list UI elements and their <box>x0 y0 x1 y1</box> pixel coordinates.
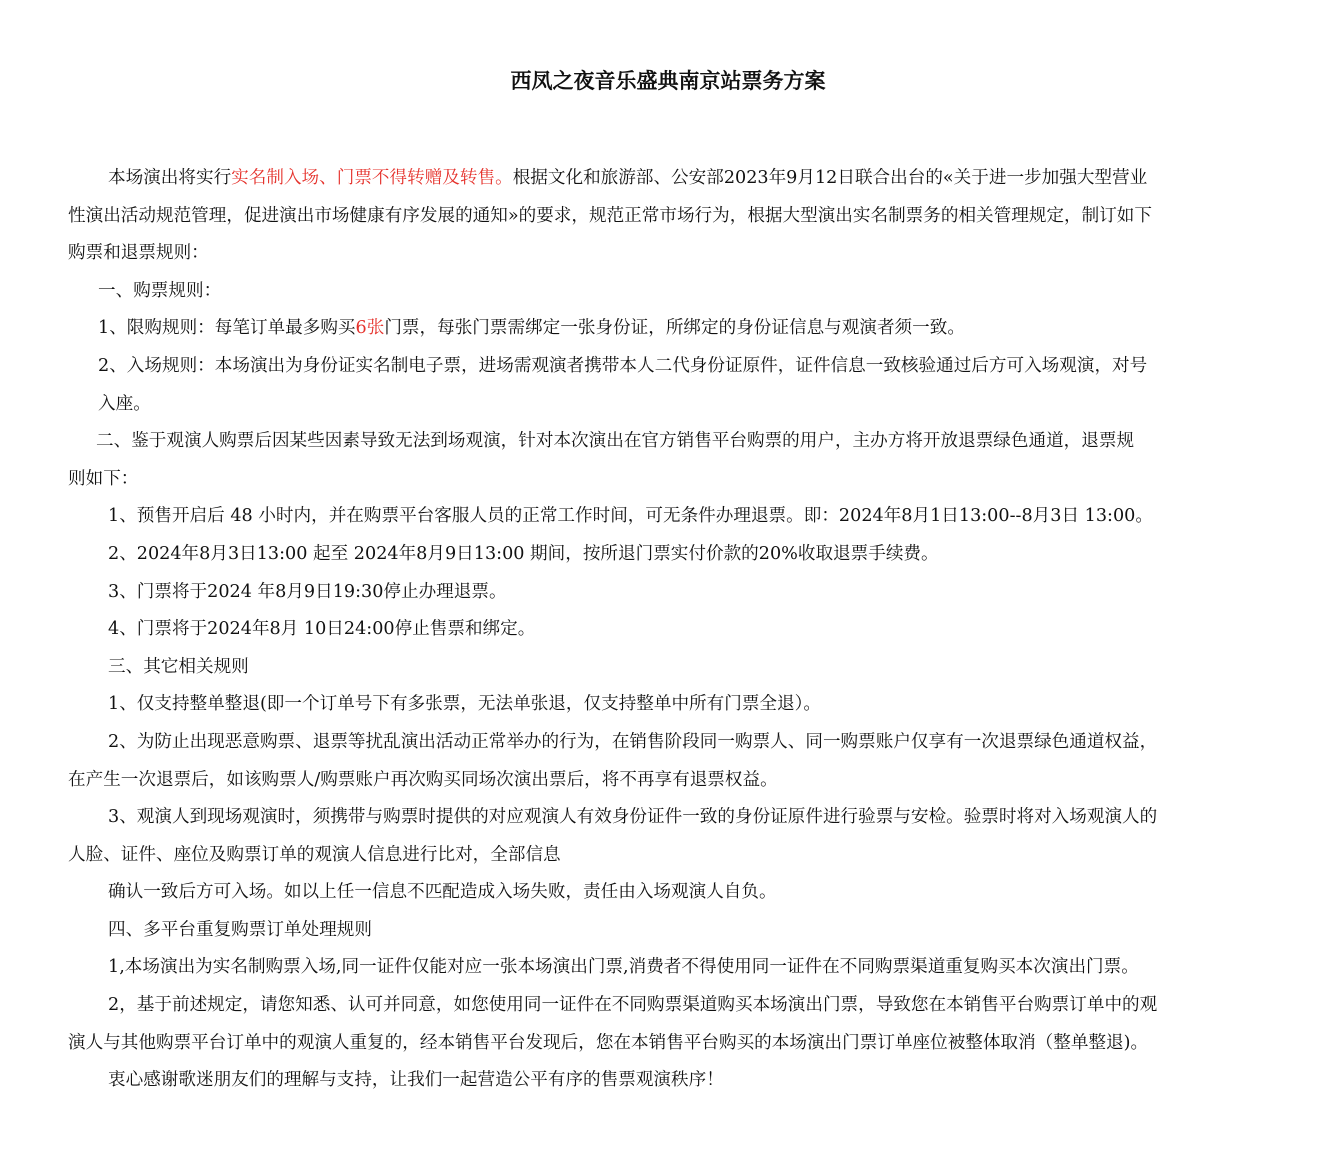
rule-item: 演人与其他购票平台订单中的观演人重复的，经本销售平台发现后，您在本销售平台购买的本场演出门票订单座位被整体取消（整单整退)。 <box>68 1032 1149 1053</box>
rule-item: 2、为防止出现恶意购票、退票等扰乱演出活动正常举办的行为，在销售阶段同一购票人、同一购票账户仅享有一次退票绿色通道权益， <box>108 731 1158 752</box>
page-title: 西凤之夜音乐盛典南京站票务方案 <box>510 69 826 93</box>
rule-item: 1,本场演出为实名制购票入场,同一证件仅能对应一张本场演出门票,消费者不得使用同一证件在不同购票渠道重复购买本次演出门票。 <box>108 957 1139 978</box>
intro-line: 购票和退票规则： <box>68 243 209 264</box>
intro-highlight: 实名制入场、门票不得转赠及转售。 <box>231 168 513 188</box>
section-heading: 二、鉴于观演人购票后因某些因素导致无法到场观演，针对本次演出在官方销售平台购票的用户，主办方将开放退票绿色通道，退票规 <box>96 431 1135 452</box>
rule-item: 1、预售开启后 48 小时内，并在购票平台客服人员的正常工作时间，可无条件办理退票。即：2024年8月1日13:00--8月3日 13:00。 <box>108 506 1153 527</box>
intro-paragraph <box>68 160 1278 198</box>
intro-text: 根据文化和旅游部、公安部2023年9月12日联合出台的«关于进一步加强大型营业 <box>512 168 1148 188</box>
rule-text: 门票，每张门票需绑定一张身份证，所绑定的身份证信息与观演者须一致。 <box>384 318 965 339</box>
section-heading: 一、购票规则： <box>98 280 222 301</box>
rule-item: 入座。 <box>98 393 151 414</box>
rule-item: 2、入场规则：本场演出为身份证实名制电子票，进场需观演者携带本人二代身份证原件，证件信息一致核验通过后方可入场观演，对号 <box>98 355 1148 376</box>
rule-item: 3、观演人到现场观演时，须携带与购票时提供的对应观演人有效身份证件一致的身份证原件进行验票与安检。验票时将对入场观演人的 <box>108 807 1158 828</box>
rule-text: 1、限购规则：每笔订单最多购买 <box>98 318 356 339</box>
rule-item: 确认一致后方可入场。如以上任一信息不匹配造成入场失败，责任由入场观演人自负。 <box>108 882 777 903</box>
rule-item: 人脸、证件、座位及购票订单的观演人信息进行比对，全部信息 <box>68 844 561 865</box>
rule-item: 4、门票将于2024年8月 10日24:00停止售票和绑定。 <box>108 619 536 640</box>
section-heading: 四、多平台重复购票订单处理规则 <box>108 919 372 940</box>
intro-text: 本场演出将实行 <box>108 168 232 188</box>
rule-item: 2、2024年8月3日13:00 起至 2024年8月9日13:00 期间，按所退门票实付价款的20%收取退票手续费。 <box>108 543 939 564</box>
ticket-limit-highlight: 6张 <box>355 318 385 339</box>
closing-note: 衷心感谢歌迷朋友们的理解与支持，让我们一起营造公平有序的售票观演秩序！ <box>108 1070 724 1091</box>
section-heading: 三、其它相关规则 <box>108 656 249 677</box>
section-heading: 则如下： <box>68 468 139 489</box>
intro-line: 性演出活动规范管理，促进演出市场健康有序发展的通知»的要求，规范正常市场行为，根据大型演出实名制票务的相关管理规定，制订如下 <box>68 205 1152 226</box>
rule-item: 2，基于前述规定，请您知悉、认可并同意，如您使用同一证件在不同购票渠道购买本场演出门票，导致您在本销售平台购票订单中的观 <box>108 995 1158 1016</box>
document-body <box>68 160 1278 1100</box>
rule-item: 1、仅支持整单整退(即一个订单号下有多张票，无法单张退，仅支持整单中所有门票全退）。 <box>108 694 822 715</box>
rule-item: 在产生一次退票后，如该购票人/购票账户再次购买同场次演出票后，将不再享有退票权益。 <box>68 769 778 790</box>
rule-item: 3、门票将于2024 年8月9日19:30停止办理退票。 <box>108 581 507 602</box>
rule-item <box>68 310 1278 348</box>
